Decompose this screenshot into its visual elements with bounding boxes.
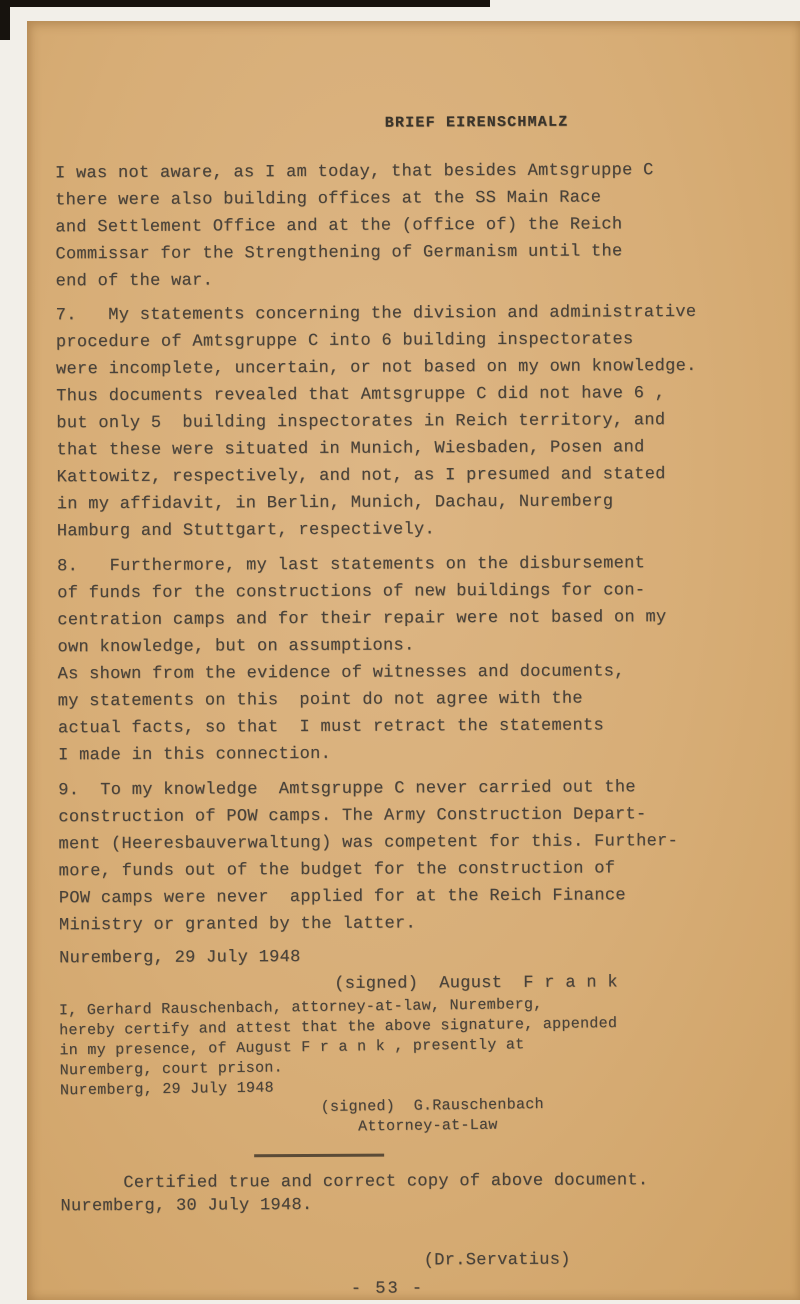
servatius-signature: (Dr.Servatius) (423, 1250, 571, 1271)
scan-artifact-top-edge (0, 0, 490, 7)
document-paper (27, 21, 800, 1300)
paragraph-9: 9. To my knowledge Amtsgruppe C never carried out the construction of POW camps. The Army Construction Depart- ment (Heeresbauverwaltung) was competent for this. Further- more, funds out of the budget for the construction of POW camps were never applied for at the Reich Finance Ministry or granted by the latter. (58, 778, 679, 936)
document-content (54, 18, 767, 1304)
page-number: - 53 - (350, 1279, 425, 1299)
paragraph-8: 8. Furthermore, my last statements on the disbursement of funds for the constructions of new buildings for con- centration camps and for their repair were not based on my own knowledge, but on assumptions. As shown from the evidence of witnesses and documents, my statements on this point do not agree with the actual facts, so that I must retract the statements I made in this connection. (57, 554, 667, 766)
certified-copy-block (60, 1146, 767, 1265)
certification-block: I, Gerhard Rauschenbach, attorney-at-law, Nuremberg, hereby certify and attest that the above signature, appended in my presence, of August F r a n k , presently at Nuremberg, court prison. Nuremberg, 29 July 1948 (signed) G.Rauschenbach Attorney-at-Law (58, 995, 618, 1140)
signature-place-date: Nuremberg, 29 July 1948 (59, 948, 301, 969)
overstrike-mark (254, 1154, 384, 1157)
paragraph-intro: I was not aware, as I am today, that besides Amtsgruppe C there were also building offices at the SS Main Race and Settlement Office and at the (office of) the Reich Commissar for the Strengthening of Germanism until the end of the war. (54, 161, 654, 292)
certified-copy-lines: Certified true and correct copy of above document. Nuremberg, 30 July 1948. (60, 1171, 649, 1217)
document-title: BRIEF EIRENSCHMALZ (384, 113, 569, 132)
signature-signed-line: (signed) August F r a n k (334, 973, 618, 994)
paragraph-7: 7. My statements concerning the division and administrative procedure of Amtsgruppe C into 6 building inspectorates were incomplete, uncertain, or not based on my own knowledge. Thus documents revealed that Amtsgruppe C did not have 6 , but only 5 building inspectorates in Reich territory, and that these were situated in Munich, Wiesbaden, Posen and Kattowitz, respectively, and not, as I presumed and stated in my affidavit, in Berlin, Munich, Dachau, Nuremberg Hamburg and Stuttgart, respectively. (55, 302, 697, 542)
scan-artifact-left-edge (0, 0, 10, 40)
